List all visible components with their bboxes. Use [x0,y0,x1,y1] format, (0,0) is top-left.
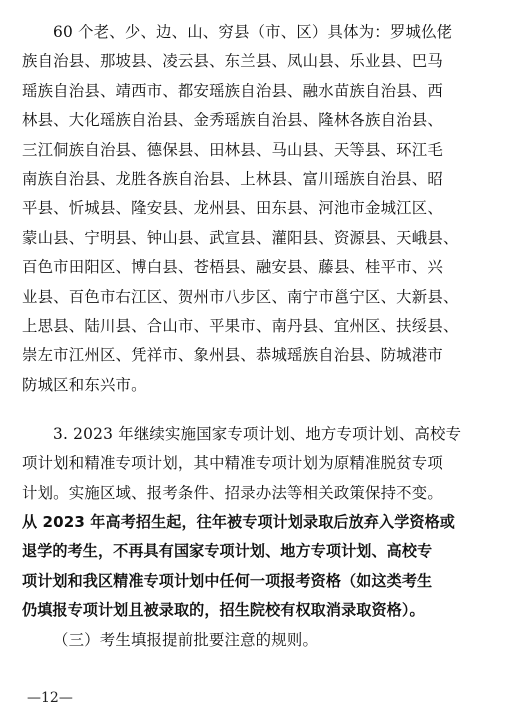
text-line: 平县、忻城县、隆安县、龙州县、田东县、河池市金城江区、 [22,199,443,218]
text-line: 南族自治县、龙胜各族自治县、上林县、富川瑶族自治县、昭 [22,169,443,188]
text-line: 林县、大化瑶族自治县、金秀瑶族自治县、隆林各族自治县、 [22,111,443,130]
text-line: 崇左市江州区、凭祥市、象州县、恭城瑶族自治县、防城港市 [22,346,443,365]
paragraph-county-list [22,18,506,400]
text-line: 防城区和东兴市。 [22,375,147,394]
paragraph-special-plans [22,420,506,508]
text-line: 上思县、陆川县、合山市、平果市、南丹县、宜州区、扶绥县、 [22,316,459,335]
text-line: 3. 2023 年继续实施国家专项计划、地方专项计划、高校专 [53,425,462,443]
bold-text-line: 项计划和我区精准专项计划中任何一项报考资格（如这类考生 [22,571,433,590]
page-number: —12— [27,690,73,706]
section-heading-block [22,626,506,655]
text-line: 族自治县、那坡县、凌云县、东兰县、凤山县、乐业县、巴马 [22,52,443,71]
text-line: 业县、百色市右江区、贺州市八步区、南宁市邕宁区、大新县、 [22,287,459,306]
section-heading: （三）考生填报提前批要注意的规则。 [53,631,319,649]
text-line: 瑶族自治县、靖西市、都安瑶族自治县、融水苗族自治县、西 [22,81,443,100]
paragraph-bold-rule [22,508,506,626]
text-line: 百色市田阳区、博白县、苍梧县、融安县、藤县、桂平市、兴 [22,258,443,277]
text-line: 三江侗族自治县、德保县、田林县、马山县、天等县、环江毛 [22,140,443,159]
text-line: 蒙山县、宁明县、钟山县、武宣县、灌阳县、资源县、天峨县、 [22,228,459,247]
bold-text-line: 仍填报专项计划且被录取的，招生院校有权取消录取资格）。 [22,601,425,620]
bold-text-line: 退学的考生，不再具有国家专项计划、地方专项计划、高校专 [22,542,433,561]
bold-text-line: 从 2023 年高考招生起，往年被专项计划录取后放弃入学资格或 [22,513,455,531]
text-line: 60 个老、少、边、山、穷县（市、区）具体为：罗城仫佬 [53,23,453,41]
text-line: 计划。实施区域、报考条件、招录办法等相关政策保持不变。 [22,483,443,502]
text-line: 项计划和精准专项计划，其中精准专项计划为原精准脱贫专项 [22,454,443,473]
